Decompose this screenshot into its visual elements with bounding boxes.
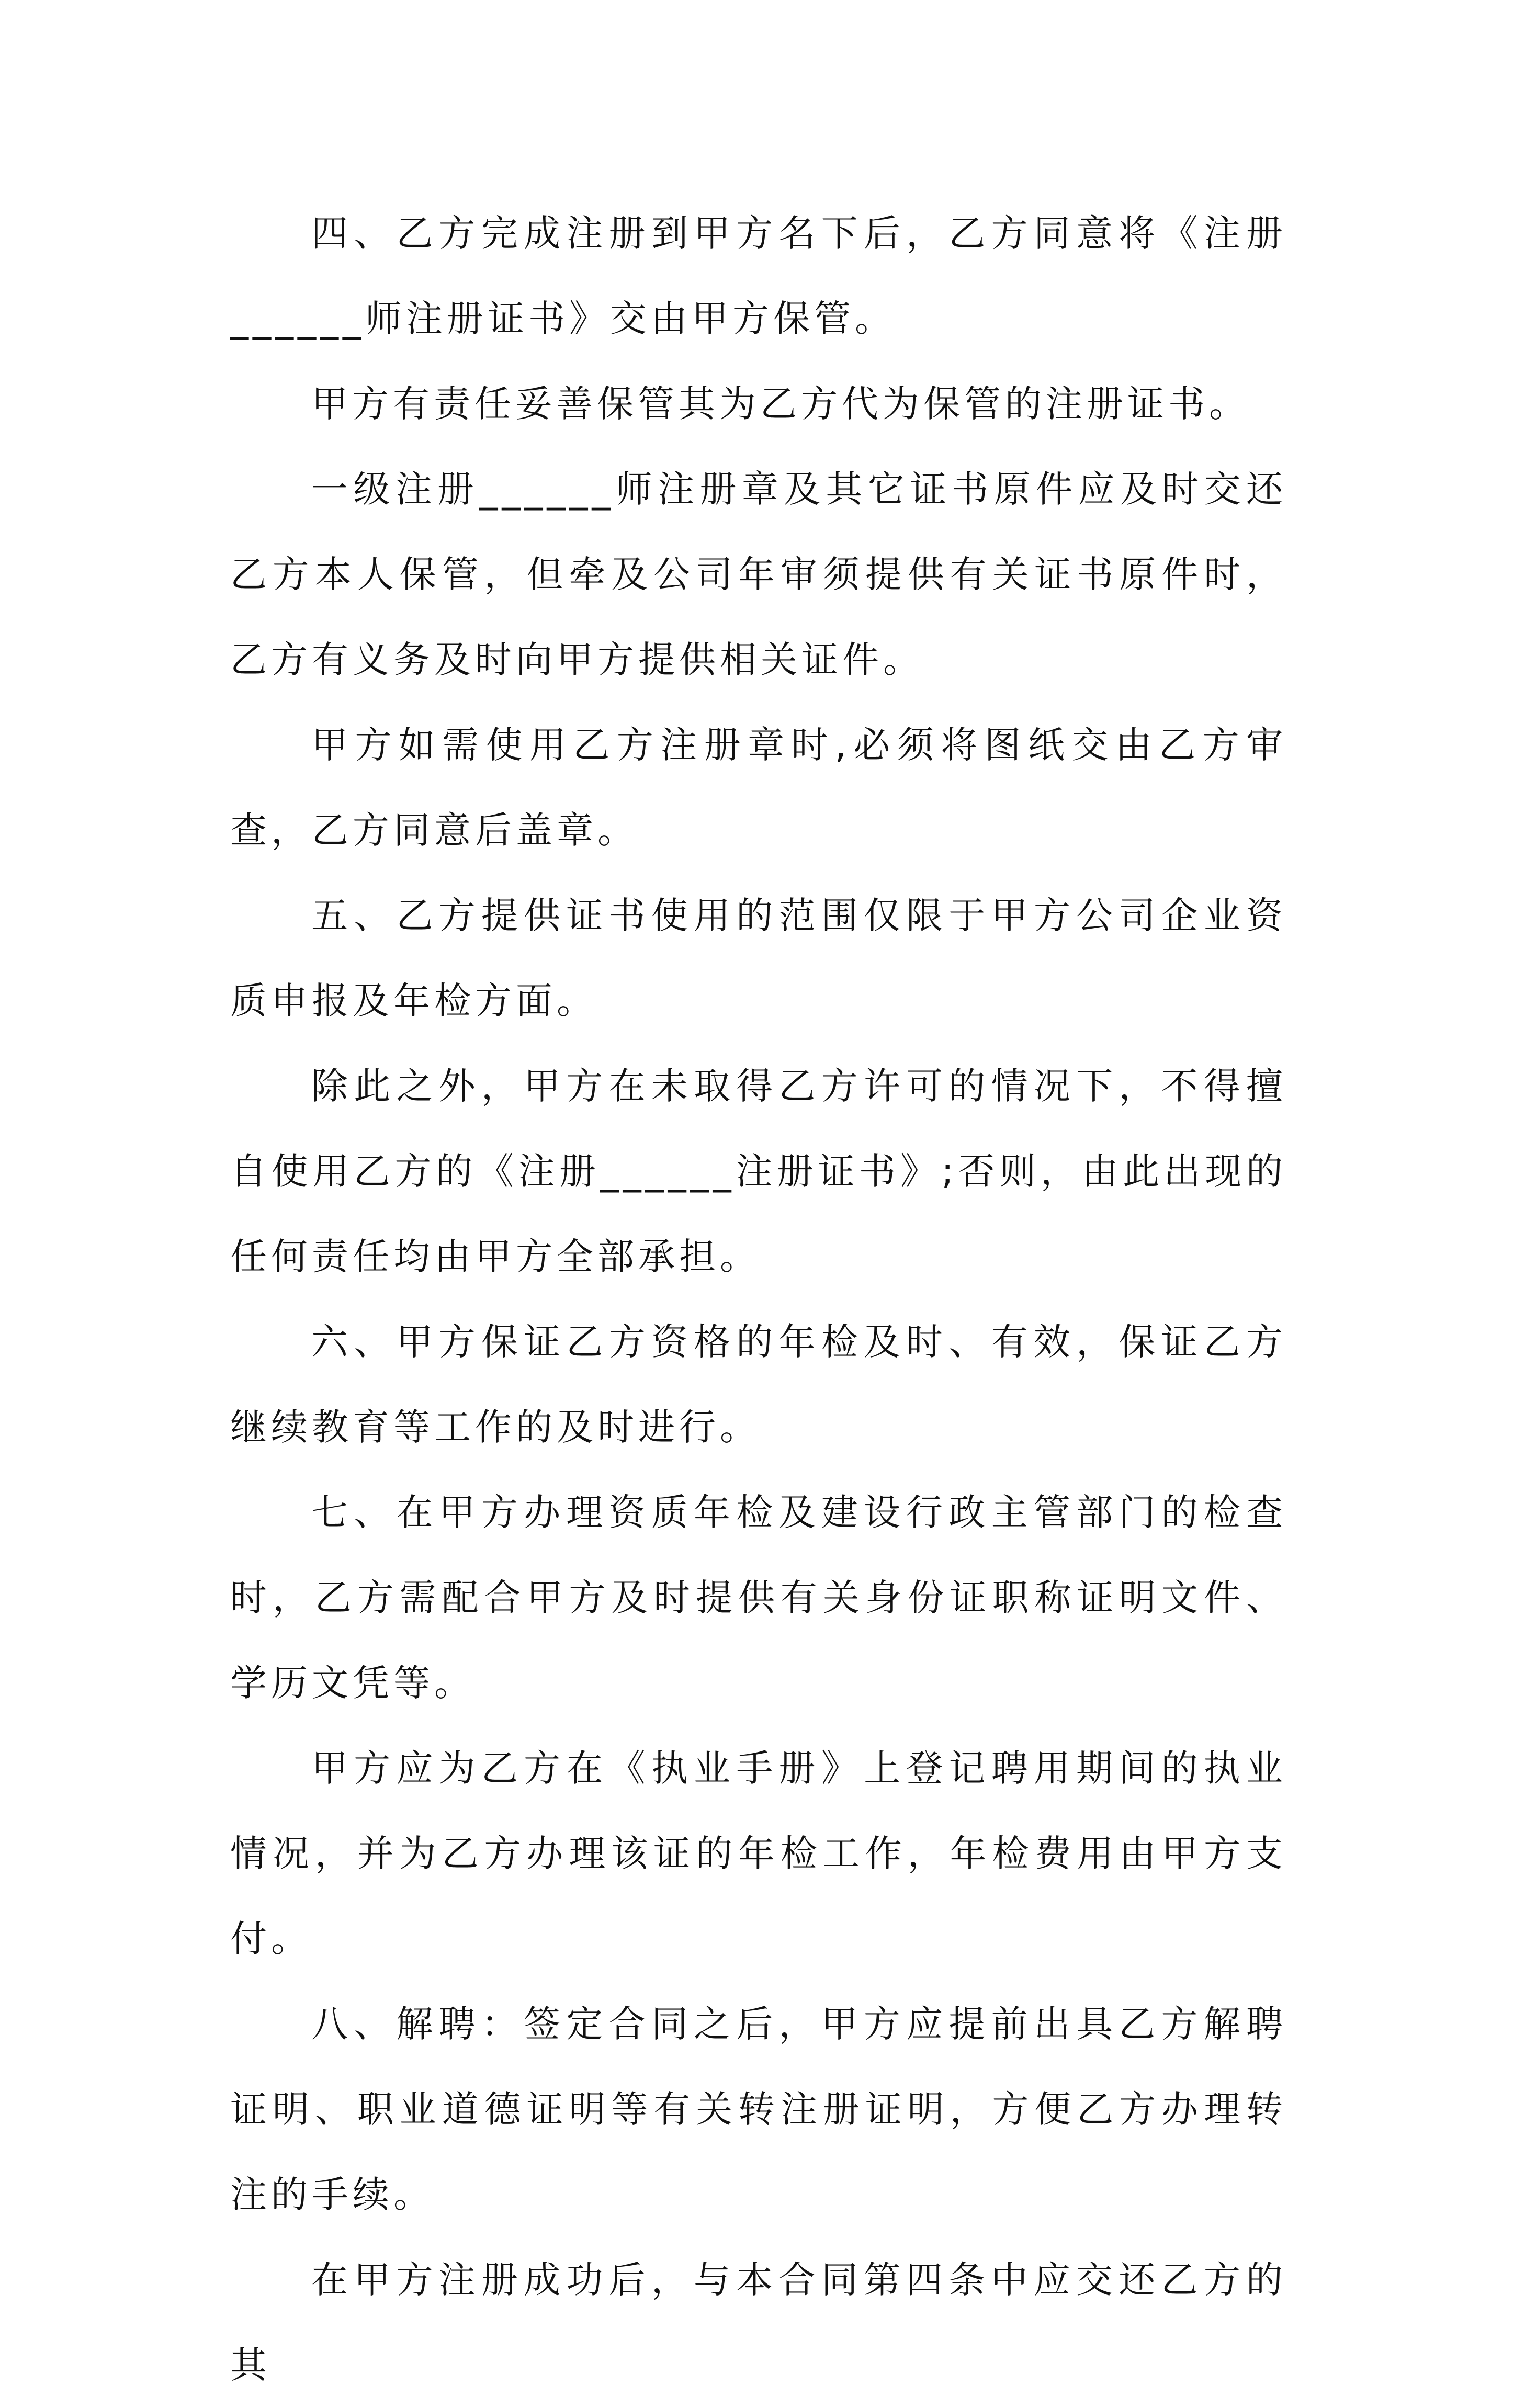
paragraph-article-6: 六、甲方保证乙方资格的年检及时、有效，保证乙方继续教育等工作的及时进行。 [230, 1320, 1287, 1449]
paragraph-practice-manual: 甲方应为乙方在《执业手册》上登记聘用期间的执业情况，并为乙方办理该证的年检工作，年检费用由甲方支付。 [230, 1747, 1287, 1960]
document-body [230, 191, 1287, 2408]
paragraph-article-5: 五、乙方提供证书使用的范围仅限于甲方公司企业资质申报及年检方面。 [230, 894, 1287, 1022]
paragraph-seal-usage: 甲方如需使用乙方注册章时,必须将图纸交由乙方审查，乙方同意后盖章。 [230, 723, 1287, 852]
paragraph-after-registration: 在甲方注册成功后，与本合同第四条中应交还乙方的其 [230, 2258, 1287, 2387]
paragraph-article-4: 四、乙方完成注册到甲方名下后，乙方同意将《注册______师注册证书》交由甲方保管。 [230, 212, 1287, 340]
paragraph-custody-duty: 甲方有责任妥善保管其为乙方代为保管的注册证书。 [311, 382, 1250, 425]
paragraph-seal-return: 一级注册______师注册章及其它证书原件应及时交还乙方本人保管，但牵及公司年审须提供有关证书原件时，乙方有义务及时向甲方提供相关证件。 [230, 468, 1287, 681]
paragraph-article-8: 八、解聘：签定合同之后，甲方应提前出具乙方解聘证明、职业道德证明等有关转注册证明，方便乙方办理转注的手续。 [230, 2003, 1287, 2216]
paragraph-article-7: 七、在甲方办理资质年检及建设行政主管部门的检查时，乙方需配合甲方及时提供有关身份证职称证明文件、学历文凭等。 [230, 1491, 1287, 1704]
paragraph-usage-restriction: 除此之外，甲方在未取得乙方许可的情况下，不得擅自使用乙方的《注册______注册证书》;否则，由此出现的任何责任均由甲方全部承担。 [230, 1065, 1287, 1278]
